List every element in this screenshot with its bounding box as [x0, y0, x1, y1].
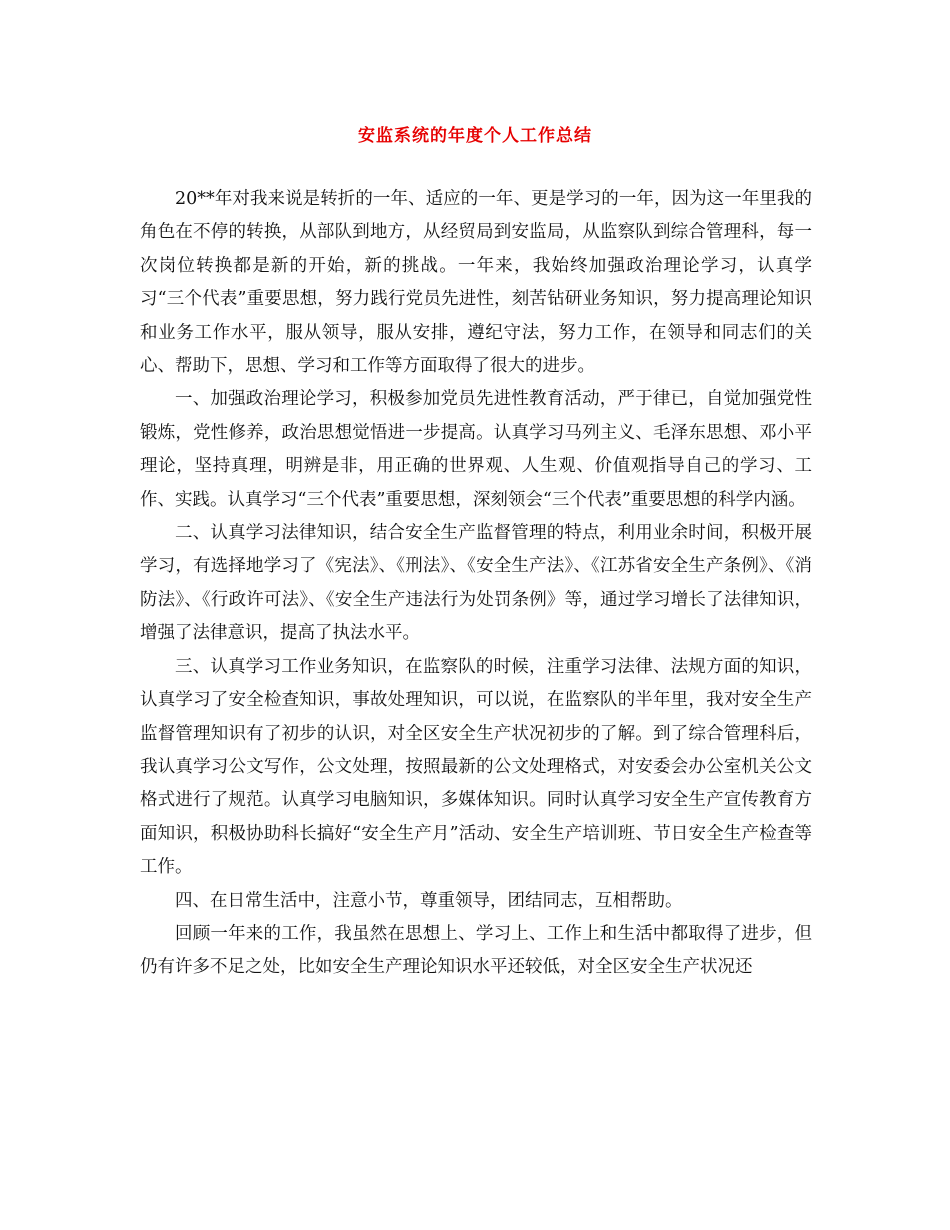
document-body [140, 183, 812, 985]
paragraph-section-1: 一、加强政治理论学习，积极参加党员先进性教育活动，严于律已，自觉加强党性锻炼，党性修养，政治思想觉悟进一步提高。认真学习马列主义、毛泽东思想、邓小平理论，坚持真理，明辨是非，用正确的世界观、人生观、价值观指导自己的学习、工作、实践。认真学习“三个代表”重要思想，深刻领会“三个代表”重要思想的科学内涵。 [140, 389, 812, 510]
paragraph-review: 回顾一年来的工作，我虽然在思想上、学习上、工作上和生活中都取得了进步，但仍有许多不足之处，比如安全生产理论知识水平还较低，对全区安全生产状况还 [140, 923, 812, 978]
paragraph-intro: 20**年对我来说是转折的一年、适应的一年、更是学习的一年，因为这一年里我的角色在不停的转换，从部队到地方，从经贸局到安监局，从监察队到综合管理科，每一次岗位转换都是新的开始，新的挑战。一年来，我始终加强政治理论学习，认真学习“三个代表”重要思想，努力践行党员先进性，刻苦钻研业务知识，努力提高理论知识和业务工作水平，服从领导，服从安排，遵纪守法，努力工作，在领导和同志们的关心、帮助下，思想、学习和工作等方面取得了很大的进步。 [140, 189, 812, 377]
paragraph-section-4: 四、在日常生活中，注意小节，尊重领导，团结同志，互相帮助。 [175, 890, 683, 911]
paragraph-section-3: 三、认真学习工作业务知识，在监察队的时候，注重学习法律、法规方面的知识，认真学习了安全检查知识，事故处理知识，可以说，在监察队的半年里，我对安全生产监督管理知识有了初步的认识，对全区安全生产状况初步的了解。到了综合管理科后，我认真学习公文写作，公文处理，按照最新的公文处理格式，对安委会办公室机关公文格式进行了规范。认真学习电脑知识，多媒体知识。同时认真学习安全生产宣传教育方面知识，积极协助科长搞好“安全生产月”活动、安全生产培训班、节日安全生产检查等工作。 [140, 656, 812, 878]
paragraph-section-2: 二、认真学习法律知识，结合安全生产监督管理的特点，利用业余时间，积极开展学习，有选择地学习了《宪法》、《刑法》、《安全生产法》、《江苏省安全生产条例》、《消防法》、《行政许可法》、《安全生产违法行为处罚条例》等，通过学习增长了法律知识，增强了法律意识，提高了执法水平。 [140, 523, 812, 644]
document-title: 安监系统的年度个人工作总结 [358, 126, 592, 146]
